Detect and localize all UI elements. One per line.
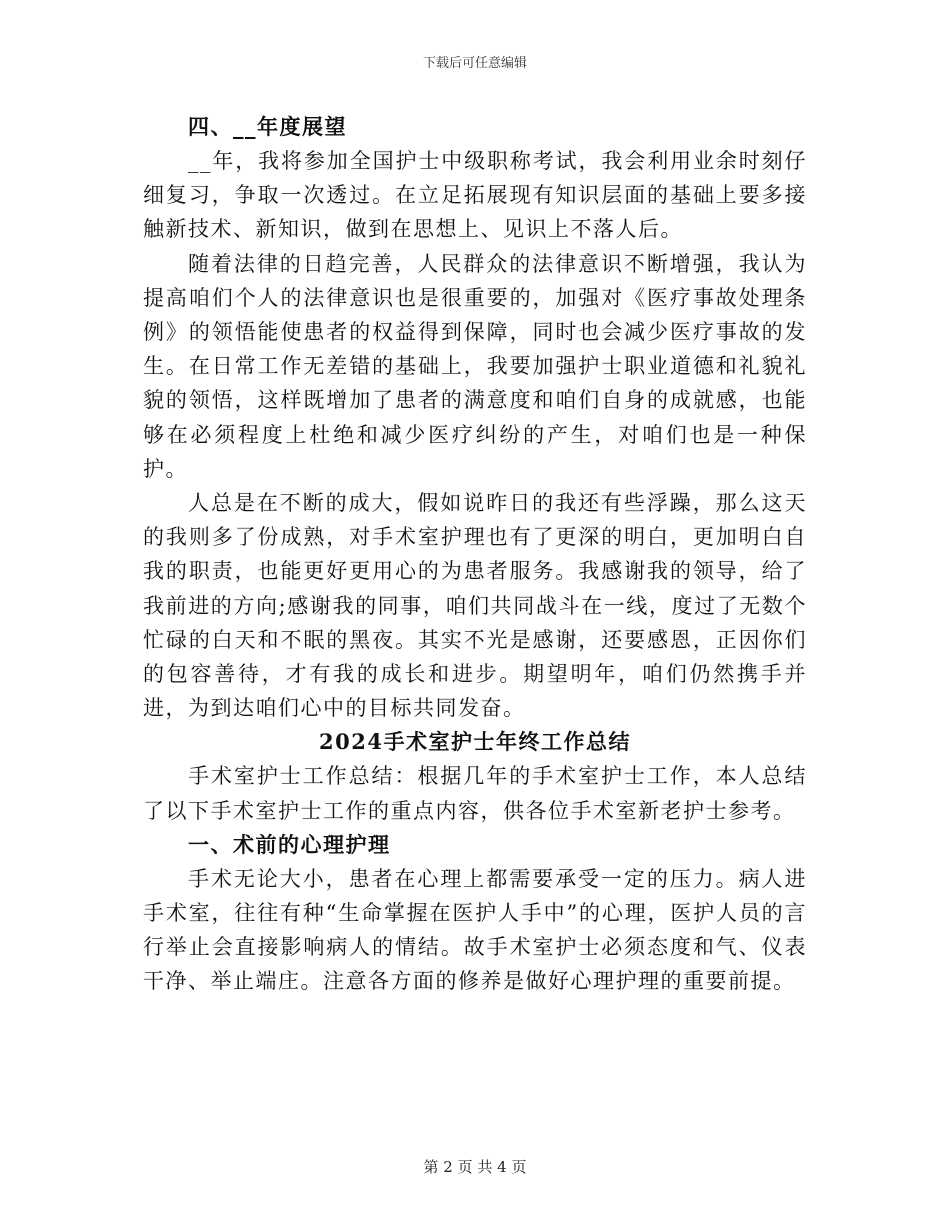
paragraph: 人总是在不断的成大，假如说昨日的我还有些浮躁，那么这天的我则多了份成熟，对手术室护理也有了更深的明白，更加明白自我的职责，也能更好更用心的为患者服务。我感谢我的领导，给了我前进的方向;感谢我的同事，咱们共同战斗在一线，度过了无数个忙碌的白天和不眠的黑夜。其实不光是感谢，还要感恩，正因你们的包容善待，才有我的成长和进步。期望明年，咱们仍然携手并进，为到达咱们心中的目标共同发奋。	[143, 491, 807, 721]
section-heading-outlook: 四、__年度展望	[188, 114, 347, 139]
paragraph: 随着法律的日趋完善，人民群众的法律意识不断增强，我认为提高咱们个人的法律意识也是很重要的，加强对《医疗事故处理条例》的领悟能使患者的权益得到保障，同时也会减少医疗事故的发生。在日常工作无差错的基础上，我要加强护士职业道德和礼貌礼貌的领悟，这样既增加了患者的满意度和咱们自身的成就感，也能够在必须程度上杜绝和减少医疗纠纷的产生，对咱们也是一种保护。	[143, 251, 807, 481]
page-header: 下载后可任意编辑	[422, 56, 527, 71]
paragraph: 手术室护士工作总结：根据几年的手术室护士工作，本人总结了以下手术室护士工作的重点内容，供各位手术室新老护士参考。	[143, 764, 807, 823]
paragraph: 手术无论大小，患者在心理上都需要承受一定的压力。病人进手术室，往往有种“生命掌握在医护人手中”的心理，医护人员的言行举止会直接影响病人的情结。故手术室护士必须态度和气、仪表干净、举止端庄。注意各方面的修养是做好心理护理的重要前提。	[143, 866, 807, 994]
section-heading-preop: 一、术前的心理护理	[188, 831, 391, 857]
paragraph: __年，我将参加全国护士中级职称考试，我会利用业余时刻仔细复习，争取一次透过。在立足拓展现有知识层面的基础上要多接触新技术、新知识，做到在思想上、见识上不落人后。	[143, 149, 807, 242]
document-body	[143, 110, 807, 999]
page-number: 第 2 页 共 4 页	[423, 1158, 527, 1176]
document-title: 2024手术室护士年终工作总结	[319, 729, 631, 755]
